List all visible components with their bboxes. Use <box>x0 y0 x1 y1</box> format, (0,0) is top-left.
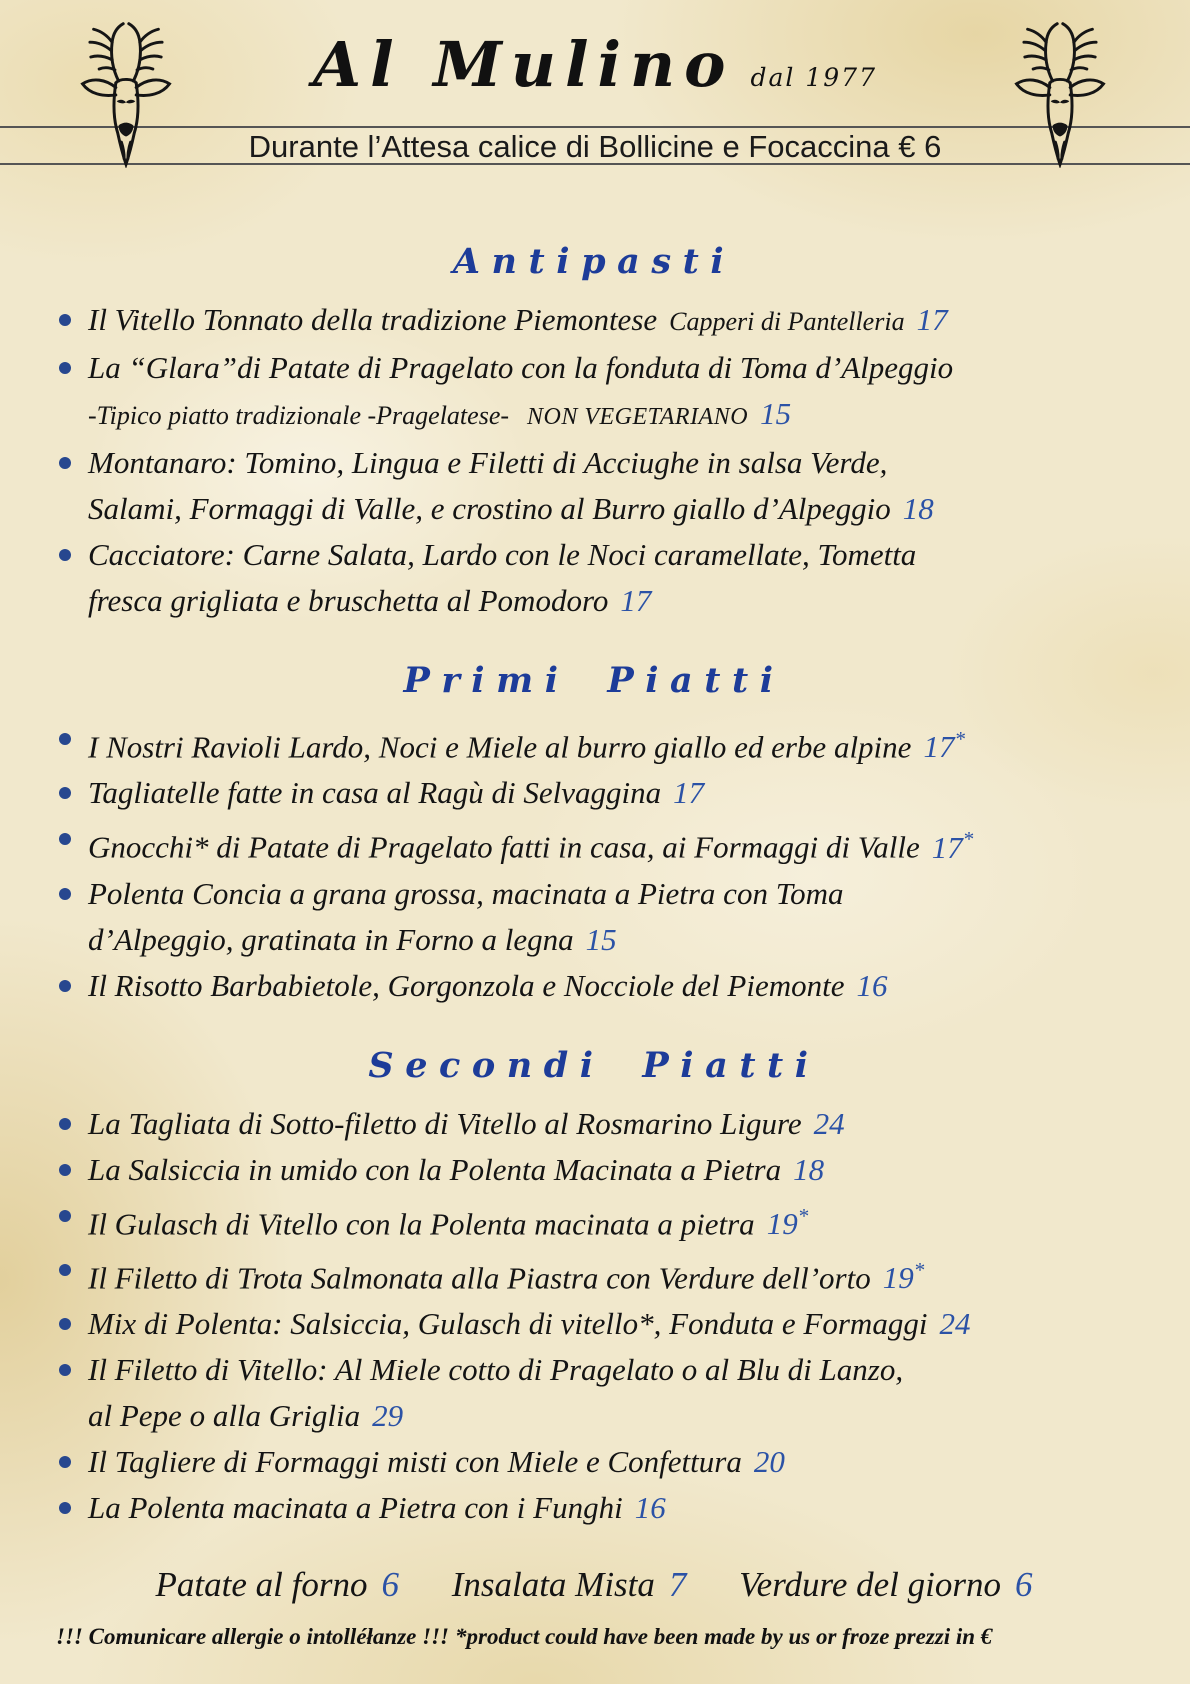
item-price: 18 <box>902 491 934 526</box>
menu-item <box>56 716 1132 770</box>
secondi-piatti-list <box>56 1101 1132 1532</box>
item-text: La Salsiccia in umido con la Polenta Macinata a Pietra <box>88 1151 782 1187</box>
side-dish <box>156 1565 399 1604</box>
menu-item <box>56 770 1132 816</box>
item-text: Salami, Formaggi di Valle, e crostino al Burro giallo d’Alpeggio <box>88 491 891 526</box>
item-price: 15 <box>760 396 792 431</box>
item-text: La Tagliata di Sotto-filetto di Vitello al Rosmarino Ligure <box>88 1105 802 1141</box>
frozen-product-asterisk: * <box>954 727 965 751</box>
section-title-primi-piatti: Primi Piatti <box>403 660 785 701</box>
item-text: Il Risotto Barbabietole, Gorgonzola e Nocciole del Piemonte <box>88 967 845 1003</box>
item-note: Capperi di Pantelleria <box>669 307 905 336</box>
menu-item <box>56 1247 1132 1301</box>
item-price: 24 <box>813 1105 845 1141</box>
side-label: Patate al forno <box>155 1565 368 1605</box>
item-text: Il Filetto di Trota Salmonata alla Piastra con Verdure dell’orto <box>88 1260 871 1296</box>
item-price: 29 <box>372 1398 404 1434</box>
item-text: fresca grigliata e bruschetta al Pomodoro <box>88 583 609 618</box>
menu-item <box>56 1485 1132 1531</box>
item-price: 24 <box>939 1306 971 1342</box>
menu-body <box>0 175 1190 1605</box>
menu-item <box>56 440 1132 532</box>
menu-item <box>56 1347 1132 1439</box>
item-price: 16 <box>856 967 888 1003</box>
item-text: Mix di Polenta: Salsiccia, Gulasch di vitello*, Fonduta e Formaggi <box>88 1306 928 1342</box>
menu-item <box>56 963 1132 1009</box>
allergy-notice: !!! Comunicare allergie o intolléłanze !!! <box>56 1624 449 1649</box>
item-subnote: -Tipico piatto tradizionale -Pragelatese- <box>88 401 510 430</box>
item-price: 20 <box>753 1444 785 1480</box>
footer <box>0 1624 1190 1658</box>
established-year: dal 1977 <box>750 63 877 92</box>
item-price: 18 <box>793 1151 825 1187</box>
menu-item <box>56 532 1132 624</box>
item-text: Polenta Concia a grana grossa, macinata a Pietra con Toma <box>88 875 844 911</box>
header <box>0 0 1190 175</box>
item-text: I Nostri Ravioli Lardo, Noci e Miele al burro giallo ed erbe alpine <box>88 729 912 765</box>
item-text: Montanaro: Tomino, Lingua e Filetti di Acciughe in salsa Verde, <box>88 445 888 480</box>
menu-item <box>56 816 1132 870</box>
item-price: 16 <box>634 1490 666 1526</box>
item-subnote-caps: NON VEGETARIANO <box>527 404 749 430</box>
side-price: 6 <box>381 1565 399 1605</box>
menu-item <box>56 345 1132 440</box>
item-price: 19 <box>882 1260 914 1296</box>
item-text: Cacciatore: Carne Salata, Lardo con le Noci caramellate, Tometta <box>88 537 917 572</box>
menu-item <box>56 871 1132 963</box>
item-text: La “Glara”di Patate di Pragelato con la fonduta di Toma d’Alpeggio <box>88 350 954 385</box>
sides-row <box>56 1565 1132 1605</box>
section-title-antipasti: Antipasti <box>452 241 736 282</box>
frozen-product-asterisk: * <box>962 827 974 852</box>
menu-item <box>56 1301 1132 1347</box>
frozen-product-asterisk: * <box>913 1257 925 1282</box>
item-price: 17 <box>916 302 948 337</box>
section-title-secondi-piatti: Secondi Piatti <box>368 1044 820 1086</box>
side-dish <box>452 1565 687 1604</box>
antipasti-list <box>56 297 1132 624</box>
item-text: La Polenta macinata a Pietra con i Funghi <box>88 1490 623 1526</box>
side-price: 7 <box>668 1565 687 1605</box>
item-price: 17 <box>673 775 705 811</box>
primi-piatti-list <box>56 716 1132 1009</box>
menu-item <box>56 1147 1132 1193</box>
item-price: 15 <box>585 921 617 957</box>
item-text: Il Gulasch di Vitello con la Polenta macinata a pietra <box>88 1205 755 1241</box>
item-text: Gnocchi* di Patate di Pragelato fatti in casa, ai Formaggi di Valle <box>88 829 920 865</box>
side-dish <box>739 1565 1032 1604</box>
welcome-offer-banner: Durante l’Attesa calice di Bollicine e Focaccina € 6 <box>248 129 942 164</box>
menu-item <box>56 297 1132 345</box>
menu-item <box>56 1439 1132 1485</box>
item-text: Il Tagliere di Formaggi misti con Miele e Confettura <box>88 1444 742 1480</box>
item-text: Il Filetto di Vitello: Al Miele cotto di Pragelato o al Blu di Lanzo, <box>88 1352 904 1388</box>
item-text: Tagliatelle fatte in casa al Ragù di Selvaggina <box>88 775 662 811</box>
item-price: 17 <box>620 583 652 618</box>
item-text: d’Alpeggio, gratinata in Forno a legna <box>88 921 574 957</box>
item-text: al Pepe o alla Griglia <box>88 1398 361 1434</box>
product-notice: *product could have been made by us or froze prezzi in € <box>455 1624 993 1649</box>
menu-item <box>56 1193 1132 1247</box>
item-price: 19 <box>766 1205 798 1241</box>
menu-item <box>56 1101 1132 1147</box>
item-text: Il Vitello Tonnato della tradizione Piemontese <box>88 302 658 337</box>
frozen-product-asterisk: * <box>797 1203 809 1228</box>
item-price: 17 <box>931 829 963 865</box>
item-price: 17 <box>923 729 955 765</box>
side-label: Verdure del giorno <box>739 1565 1001 1605</box>
side-label: Insalata Mista <box>451 1565 655 1605</box>
side-price: 6 <box>1014 1565 1033 1605</box>
restaurant-title: Al Mulino <box>313 28 735 101</box>
